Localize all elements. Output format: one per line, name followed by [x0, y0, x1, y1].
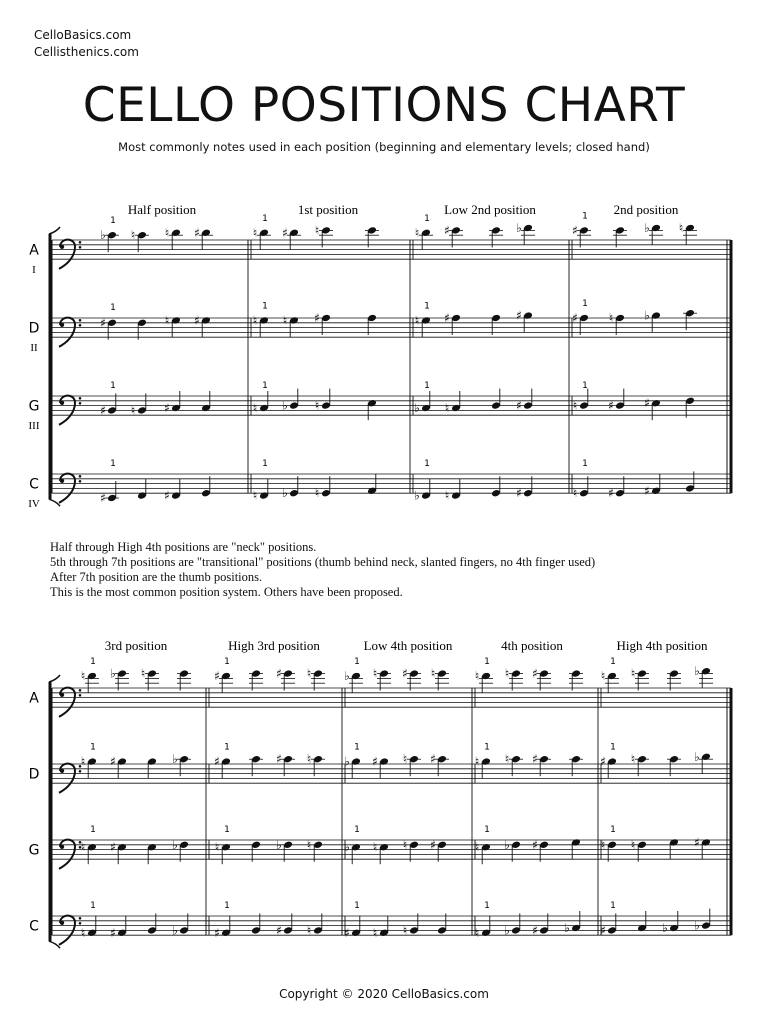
string-roman-numeral: IV	[28, 498, 40, 511]
bass-clef-icon	[60, 845, 64, 849]
sharp-icon: ♯	[572, 311, 578, 325]
bass-clef-icon	[79, 475, 82, 478]
natural-icon: ♮	[164, 313, 170, 328]
string-name: G	[28, 842, 40, 859]
sharp-icon: ♯	[110, 840, 116, 855]
natural-icon: ♮	[306, 923, 312, 938]
bass-clef-icon	[79, 397, 82, 400]
sharp-icon: ♯	[194, 225, 200, 240]
bass-clef-icon	[79, 480, 82, 483]
finger-number: 1	[224, 901, 230, 911]
bass-clef-icon	[79, 694, 82, 697]
position-label: 4th position	[501, 638, 563, 653]
finger-number: 1	[90, 825, 96, 835]
sharp-icon: ♯	[644, 483, 650, 498]
bracket-hook	[49, 499, 60, 506]
finger-number: 1	[484, 901, 490, 911]
note-line: This is the most common position system. Others have been proposed.	[50, 585, 403, 599]
finger-number: 1	[110, 459, 116, 469]
copyright-text: Copyright © 2020 CelloBasics.com	[279, 987, 489, 1001]
note-line: After 7th position are the thumb positions.	[50, 570, 263, 584]
finger-number: 1	[610, 901, 616, 911]
bass-clef-icon	[60, 245, 64, 249]
flat-icon: ♭	[644, 308, 650, 323]
natural-icon: ♮	[314, 486, 320, 501]
sharp-icon: ♯	[600, 754, 606, 769]
finger-number: 1	[110, 216, 116, 227]
flat-icon: ♭	[344, 669, 350, 683]
natural-icon: ♮	[252, 488, 258, 503]
note-line: 5th through 7th positions are "transitional" positions (thumb behind neck, slanted fingers, no 4th finger used)	[50, 555, 596, 569]
finger-number: 1	[582, 211, 588, 222]
sharp-icon: ♯	[372, 754, 378, 769]
sharp-icon: ♯	[100, 491, 106, 505]
bass-clef-icon	[79, 770, 82, 773]
finger-number: 1	[90, 901, 96, 911]
position-label: 1st position	[297, 202, 359, 217]
natural-icon: ♮	[140, 666, 146, 681]
natural-icon: ♮	[252, 401, 258, 415]
finger-number: 1	[354, 742, 360, 753]
natural-icon: ♮	[306, 837, 312, 852]
sharp-icon: ♯	[644, 396, 650, 411]
finger-number: 1	[424, 213, 430, 224]
sharp-icon: ♯	[276, 752, 282, 767]
natural-icon: ♮	[572, 486, 578, 501]
natural-icon: ♮	[504, 666, 510, 681]
flat-icon: ♭	[172, 837, 178, 852]
string-name: A	[29, 242, 39, 259]
natural-icon: ♮	[80, 840, 86, 855]
finger-number: 1	[110, 303, 116, 313]
flat-icon: ♭	[282, 398, 288, 413]
sharp-icon: ♯	[214, 754, 220, 769]
natural-icon: ♮	[306, 752, 312, 767]
sharp-icon: ♯	[314, 311, 320, 325]
sharp-icon: ♯	[214, 925, 220, 940]
flat-icon: ♭	[172, 923, 178, 938]
bass-clef-icon	[60, 693, 64, 697]
natural-icon: ♮	[130, 403, 136, 418]
sharp-icon: ♯	[444, 311, 450, 325]
sharp-icon: ♯	[532, 923, 538, 938]
sharp-icon: ♯	[532, 752, 538, 767]
position-label: 2nd position	[613, 202, 679, 217]
page-title: CELLO POSITIONS CHART	[82, 78, 686, 133]
natural-icon: ♮	[630, 666, 636, 681]
flat-icon: ♭	[172, 752, 178, 767]
natural-icon: ♮	[474, 754, 480, 769]
finger-number: 1	[582, 381, 588, 391]
finger-number: 1	[484, 825, 490, 835]
flat-icon: ♭	[694, 918, 700, 933]
position-label: Low 2nd position	[444, 202, 536, 217]
note-line: Half through High 4th positions are "neck" positions.	[50, 540, 317, 554]
finger-number: 1	[610, 825, 616, 835]
finger-number: 1	[224, 742, 230, 753]
sharp-icon: ♯	[100, 403, 106, 418]
natural-icon: ♮	[130, 228, 136, 243]
sharp-icon: ♯	[276, 666, 282, 681]
finger-number: 1	[424, 381, 430, 391]
finger-number: 1	[354, 901, 360, 911]
string-roman-numeral: I	[32, 264, 36, 277]
natural-icon: ♮	[430, 666, 436, 681]
sharp-icon: ♯	[430, 837, 436, 852]
natural-icon: ♮	[600, 837, 606, 852]
flat-icon: ♭	[344, 754, 350, 769]
bass-clef-icon	[79, 324, 82, 327]
bass-clef-icon	[79, 246, 82, 249]
natural-icon: ♮	[252, 313, 258, 328]
site-cellobasics: CelloBasics.com	[34, 28, 132, 42]
position-label: Low 4th position	[363, 638, 453, 653]
bracket-hook	[49, 227, 60, 234]
flat-icon: ♭	[504, 837, 510, 852]
finger-number: 1	[582, 459, 588, 469]
natural-icon: ♮	[444, 401, 450, 415]
flat-icon: ♭	[414, 488, 420, 503]
flat-icon: ♭	[662, 921, 668, 935]
sharp-icon: ♯	[532, 666, 538, 681]
flat-icon: ♭	[100, 228, 106, 243]
bass-clef-icon	[60, 769, 64, 773]
bracket-hook	[49, 675, 60, 682]
sharp-icon: ♯	[608, 486, 614, 501]
finger-number: 1	[610, 657, 616, 667]
bass-clef-icon	[79, 922, 82, 925]
position-label: Half position	[127, 202, 197, 217]
natural-icon: ♮	[372, 840, 378, 855]
natural-icon: ♮	[282, 313, 288, 328]
natural-icon: ♮	[474, 840, 480, 855]
natural-icon: ♮	[80, 754, 86, 769]
sharp-icon: ♯	[516, 486, 522, 501]
sharp-icon: ♯	[608, 398, 614, 413]
natural-icon: ♮	[314, 398, 320, 413]
natural-icon: ♮	[630, 837, 636, 852]
flat-icon: ♭	[110, 666, 116, 681]
natural-icon: ♮	[164, 225, 170, 240]
finger-number: 1	[90, 657, 96, 667]
natural-icon: ♮	[80, 925, 86, 940]
natural-icon: ♮	[314, 223, 320, 238]
sharp-icon: ♯	[516, 308, 522, 323]
natural-icon: ♮	[402, 923, 408, 938]
position-label: High 3rd position	[228, 638, 320, 653]
finger-number: 1	[262, 459, 268, 469]
sharp-icon: ♯	[344, 925, 350, 940]
position-label: 3rd position	[104, 638, 168, 653]
natural-icon: ♮	[372, 666, 378, 681]
finger-number: 1	[582, 299, 588, 309]
sharp-icon: ♯	[402, 666, 408, 681]
sharp-icon: ♯	[194, 313, 200, 328]
bass-clef-icon	[79, 917, 82, 920]
sharp-icon: ♯	[430, 752, 436, 767]
bass-clef-icon	[79, 241, 82, 244]
bass-clef-icon	[79, 402, 82, 405]
sharp-icon: ♯	[694, 835, 700, 850]
bass-clef-icon	[60, 479, 64, 483]
sharp-icon: ♯	[516, 398, 522, 413]
sharp-icon: ♯	[100, 315, 106, 330]
natural-icon: ♮	[474, 669, 480, 683]
natural-icon: ♮	[252, 225, 258, 240]
site-cellisthenics: Cellisthenics.com	[34, 45, 139, 59]
sharp-icon: ♯	[282, 225, 288, 240]
natural-icon: ♮	[504, 752, 510, 767]
natural-icon: ♮	[678, 221, 684, 235]
sharp-icon: ♯	[164, 488, 170, 503]
flat-icon: ♭	[504, 923, 510, 938]
string-name: D	[28, 766, 40, 783]
string-name: D	[28, 320, 40, 337]
natural-icon: ♮	[402, 837, 408, 852]
string-name: A	[29, 690, 39, 707]
natural-icon: ♮	[306, 666, 312, 681]
sharp-icon: ♯	[532, 837, 538, 852]
flat-icon: ♭	[516, 221, 522, 235]
natural-icon: ♮	[572, 398, 578, 413]
sharp-icon: ♯	[572, 223, 578, 238]
bass-clef-icon	[79, 689, 82, 692]
natural-icon: ♮	[414, 225, 420, 240]
bass-clef-icon	[60, 921, 64, 925]
natural-icon: ♮	[608, 311, 614, 325]
natural-icon: ♮	[630, 752, 636, 767]
finger-number: 1	[484, 657, 490, 667]
finger-number: 1	[224, 657, 230, 667]
flat-icon: ♭	[694, 749, 700, 764]
string-name: C	[29, 476, 39, 493]
sharp-icon: ♯	[110, 754, 116, 769]
finger-number: 1	[424, 459, 430, 469]
flat-icon: ♭	[344, 840, 350, 855]
flat-icon: ♭	[414, 401, 420, 415]
natural-icon: ♮	[80, 669, 86, 683]
sharp-icon: ♯	[164, 401, 170, 415]
sharp-icon: ♯	[110, 925, 116, 940]
bracket-hook	[49, 941, 60, 948]
bass-clef-icon	[60, 401, 64, 405]
page-subtitle: Most commonly notes used in each position (beginning and elementary levels; closed hand)	[118, 140, 650, 154]
finger-number: 1	[90, 742, 96, 753]
sharp-icon: ♯	[214, 669, 220, 683]
finger-number: 1	[110, 381, 116, 391]
position-label: High 4th position	[616, 638, 708, 653]
string-name: G	[28, 398, 40, 415]
finger-number: 1	[262, 381, 268, 391]
finger-number: 1	[262, 213, 268, 224]
sharp-icon: ♯	[276, 923, 282, 938]
sharp-icon: ♯	[600, 923, 606, 938]
finger-number: 1	[262, 301, 268, 312]
flat-icon: ♭	[564, 921, 570, 935]
finger-number: 1	[610, 742, 616, 753]
bass-clef-icon	[79, 319, 82, 322]
string-roman-numeral: II	[30, 342, 38, 355]
flat-icon: ♭	[276, 837, 282, 852]
string-roman-numeral: III	[28, 420, 40, 433]
natural-icon: ♮	[474, 925, 480, 940]
natural-icon: ♮	[372, 925, 378, 940]
flat-icon: ♭	[694, 664, 700, 679]
finger-number: 1	[484, 742, 490, 753]
flat-icon: ♭	[282, 486, 288, 501]
natural-icon: ♮	[414, 313, 420, 328]
natural-icon: ♮	[214, 840, 220, 855]
natural-icon: ♮	[600, 669, 606, 683]
bass-clef-icon	[60, 323, 64, 327]
natural-icon: ♮	[444, 488, 450, 503]
natural-icon: ♮	[402, 752, 408, 767]
finger-number: 1	[224, 825, 230, 835]
flat-icon: ♭	[644, 221, 650, 235]
sharp-icon: ♯	[444, 223, 450, 238]
finger-number: 1	[354, 657, 360, 667]
finger-number: 1	[424, 301, 430, 312]
finger-number: 1	[354, 825, 360, 835]
string-name: C	[29, 918, 39, 935]
